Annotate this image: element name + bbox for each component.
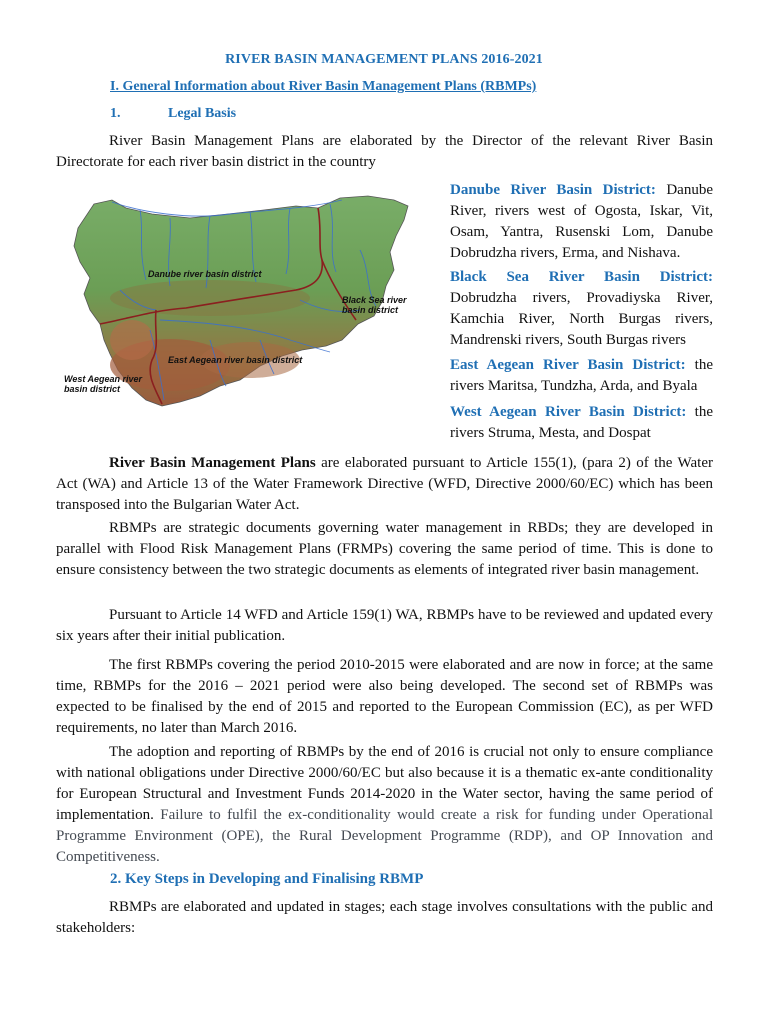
paragraph-adoption-text: The adoption and reporting of RBMPs by the end of 2016 is crucial not only to ensure compliance with national obligations under Directive 2000/60/EC but also because it is a thematic ex-ante conditionality for European Structural and Investment Funds 2014-2020 in the Water sector, having the same period of implementation. bbox=[56, 744, 713, 823]
map-label-black-sea-2: basin district bbox=[342, 305, 399, 315]
district-east-aegean-text: the rivers Maritsa, Tundzha, Arda, and Byala bbox=[450, 357, 714, 394]
paragraph-adoption bbox=[56, 742, 713, 868]
section-heading-key-steps: 2. Key Steps in Developing and Finalising RBMP bbox=[110, 871, 424, 887]
paragraph-first-rbmps bbox=[56, 655, 713, 739]
subsection-heading-legal-basis bbox=[110, 106, 236, 122]
district-danube-text: Danube River, rivers west of Ogosta, Iskar, Vit, Osam, Yantra, Rusenski Lom, Danube Dobrudzha rivers, Erma, and Nishava. bbox=[450, 182, 713, 261]
district-danube bbox=[450, 180, 713, 264]
district-west-aegean-label: West Aegean River Basin District: bbox=[450, 404, 687, 420]
paragraph-legal-basis bbox=[56, 453, 713, 516]
paragraph-strategic-documents-text: RBMPs are strategic documents governing water management in RBDs; they are developed in parallel with Flood Risk Management Plans (FRMPs) covering the same period of time. This is done to ensure consistency between the two strategic documents as elements of integrated river basin management. bbox=[56, 520, 713, 578]
district-danube-label: Danube River Basin District: bbox=[450, 182, 656, 198]
terrain-balkan-range bbox=[110, 280, 310, 316]
map-label-black-sea-1: Black Sea river bbox=[342, 295, 407, 305]
map-label-danube: Danube river basin district bbox=[148, 269, 262, 279]
paragraph-stages bbox=[56, 897, 713, 939]
paragraph-legal-basis-bold: River Basin Management Plans bbox=[109, 455, 316, 471]
paragraph-intro bbox=[56, 131, 713, 173]
district-east-aegean-label: East Aegean River Basin District: bbox=[450, 357, 686, 373]
terrain-west-mountains bbox=[110, 320, 154, 360]
map-label-west-aegean-2: basin district bbox=[64, 384, 121, 394]
document-title: RIVER BASIN MANAGEMENT PLANS 2016-2021 bbox=[225, 52, 543, 67]
paragraph-first-rbmps-text: The first RBMPs covering the period 2010-2015 were elaborated and are now in force; at the same time, RBMPs for the 2016 – 2021 period were also being developed. The second set of RBMPs was expected to be finalised by the end of 2015 and reported to the European Commission (EC), as per WFD requirements, no later than March 2016. bbox=[56, 657, 713, 736]
district-east-aegean bbox=[450, 355, 713, 397]
district-black-sea bbox=[450, 267, 713, 351]
paragraph-legal-basis-text: are elaborated pursuant to Article 155(1), (para 2) of the Water Act (WA) and Article 13 of the Water Framework Directive (WFD, Directive 2000/60/EC) which has been transposed into the Bulgarian Water Act. bbox=[56, 455, 713, 513]
subsection-title: Legal Basis bbox=[168, 106, 237, 121]
district-black-sea-text: Dobrudzha rivers, Provadiyska River, Kamchia River, North Burgas rivers, Mandrenski rivers, South Burgas rivers bbox=[450, 290, 713, 348]
map-label-west-aegean-1: West Aegean river bbox=[64, 374, 143, 384]
paragraph-intro-text: River Basin Management Plans are elaborated by the Director of the relevant River Basin Directorate for each river basin district in the country bbox=[56, 133, 713, 170]
district-west-aegean-text: the rivers Struma, Mesta, and Dospat bbox=[450, 404, 713, 441]
paragraph-review-cycle bbox=[56, 605, 713, 647]
district-west-aegean bbox=[450, 402, 713, 444]
district-black-sea-label: Black Sea River Basin District: bbox=[450, 269, 713, 285]
section-heading-general-information: I. General Information about River Basin Management Plans (RBMPs) bbox=[110, 79, 537, 94]
paragraph-strategic-documents bbox=[56, 518, 713, 581]
paragraph-review-cycle-text: Pursuant to Article 14 WFD and Article 159(1) WA, RBMPs have to be reviewed and updated every six years after their initial publication. bbox=[56, 607, 713, 644]
map-label-east-aegean: East Aegean river basin district bbox=[168, 355, 303, 365]
paragraph-stages-text: RBMPs are elaborated and updated in stages; each stage involves consultations with the public and stakeholders: bbox=[56, 899, 713, 936]
river-basin-map bbox=[60, 190, 430, 430]
river-basin-map-figure bbox=[60, 190, 430, 430]
subsection-number: 1. bbox=[110, 106, 121, 121]
paragraph-adoption-risk-text: Failure to fulfil the ex-conditionality would create a risk for funding under Operational Programme Environment (OPE), the Rural Development Programme (RDP), and OP Innovation and Competitiveness. bbox=[56, 807, 713, 865]
